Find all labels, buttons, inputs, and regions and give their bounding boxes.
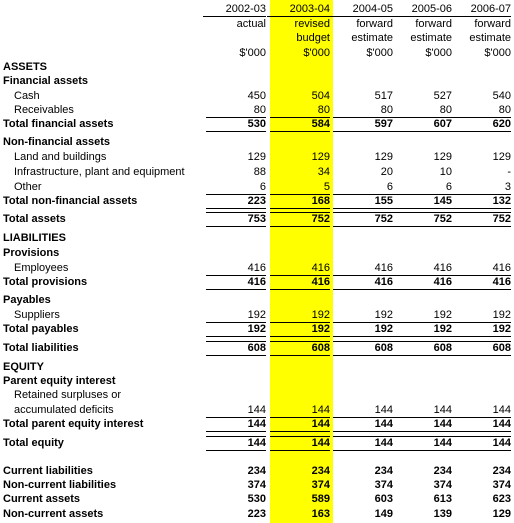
row-value: 752 [392,212,452,227]
row-value: 129 [374,151,393,163]
row-value: 139 [433,508,452,520]
table-row [0,261,514,276]
row-value: 416 [492,262,511,274]
table-row [0,135,514,150]
row-label: Total parent equity interest [3,418,144,430]
row-value: 752 [333,212,393,227]
row-value: 192 [247,309,266,321]
row-value: 155 [333,194,393,209]
row-label: Total non-financial assets [3,195,138,207]
row-value: 234 [492,465,511,477]
table-row [0,360,514,375]
row-label: Parent equity interest [3,375,116,387]
column-header-l3: estimate [410,32,452,45]
row-value: 144 [270,436,330,451]
row-value: - [507,166,511,178]
row-label: Employees [14,262,69,274]
row-value: 129 [492,151,511,163]
row-value: 416 [451,275,511,290]
row-value: 149 [374,508,393,520]
column-header-unit: $'000 [303,47,330,59]
table-row [0,89,514,104]
row-value: 416 [433,262,452,274]
table-row [0,103,514,118]
row-value: 603 [374,493,393,505]
table-row [0,231,514,246]
row-value: 192 [492,309,511,321]
row-value: 80 [317,104,330,116]
row-value: 527 [433,90,452,102]
row-value: 608 [451,341,511,356]
table-row [0,507,514,522]
row-label: ASSETS [3,61,48,73]
row-value: 6 [259,181,266,193]
row-value: 144 [270,417,330,432]
row-value: 608 [206,341,266,356]
row-value: 144 [451,417,511,432]
column-header-l2: forward [415,18,452,31]
row-value: 584 [270,117,330,132]
row-value: 80 [439,104,452,116]
column-header-l2: revised [294,18,330,31]
column-header-unit: $'000 [366,47,393,59]
table-row [0,74,514,89]
row-value: 144 [206,417,266,432]
row-label: Retained surpluses or accumulated deficits [14,389,122,416]
row-label: Non-current assets [3,508,104,520]
row-label: Total liabilities [3,342,79,354]
row-value: 517 [374,90,393,102]
row-value: 34 [317,166,330,178]
row-value: 416 [247,262,266,274]
table-row [0,478,514,493]
column-header-4 [448,2,511,59]
row-value: 144 [392,417,452,432]
column-header-year: 2006-07 [448,2,511,17]
row-value: 144 [333,436,393,451]
row-value: 416 [311,262,330,274]
table-row [0,194,514,209]
row-value: 132 [451,194,511,209]
table-row [0,246,514,261]
column-header-l3 [203,31,266,45]
row-label: Non-financial assets [3,136,110,148]
row-value: 192 [333,322,393,337]
table-row [0,374,514,389]
row-value: 530 [206,117,266,132]
column-header-unit: $'000 [425,47,452,59]
row-value: 607 [392,117,452,132]
table-row [0,417,514,432]
column-header-0 [203,2,266,59]
row-value: 129 [311,151,330,163]
row-value: 144 [492,404,511,416]
row-value: 129 [492,508,511,520]
table-row [0,322,514,337]
row-label: Provisions [3,247,60,259]
column-header-unit: $'000 [484,47,511,59]
row-value: 530 [247,493,266,505]
column-header-unit: $'000 [239,47,266,59]
row-value: 192 [206,322,266,337]
row-label: Total equity [3,437,64,449]
row-label: Payables [3,294,51,306]
row-value: 374 [311,479,330,491]
row-value: 6 [386,181,393,193]
row-value: 168 [270,194,330,209]
row-label: Cash [14,90,40,102]
row-value: 10 [439,166,452,178]
row-label: LIABILITIES [3,232,66,244]
row-value: 163 [311,508,330,520]
column-header-2 [330,2,393,59]
row-value: 613 [433,493,452,505]
row-value: 192 [311,309,330,321]
row-value: 144 [247,404,266,416]
row-label: Suppliers [14,309,60,321]
row-value: 80 [498,104,511,116]
column-header-year: 2004-05 [330,2,393,17]
row-value: 129 [433,151,452,163]
table-row [0,293,514,308]
row-value: 234 [311,465,330,477]
row-value: 620 [451,117,511,132]
row-value: 3 [504,181,511,193]
row-value: 144 [311,404,330,416]
row-label: Financial assets [3,75,88,87]
row-value: 192 [392,322,452,337]
row-value: 752 [270,212,330,227]
table-row [0,464,514,479]
row-value: 416 [374,262,393,274]
row-label: Total financial assets [3,118,114,130]
column-header-l3: budget [296,32,330,45]
row-label: Infrastructure, plant and equipment [14,166,185,178]
row-value: 129 [247,151,266,163]
table-row [0,275,514,290]
column-header-l2: forward [356,18,393,31]
row-value: 416 [270,275,330,290]
row-value: 192 [451,322,511,337]
table-row [0,436,514,451]
row-label: Current liabilities [3,465,93,477]
row-value: 192 [270,322,330,337]
row-label: Total provisions [3,276,88,288]
row-value: 223 [247,508,266,520]
row-value: 416 [333,275,393,290]
row-value: 608 [270,341,330,356]
row-value: 608 [392,341,452,356]
table-row [0,150,514,165]
row-value: 623 [492,493,511,505]
table-row [0,60,514,75]
table-row [0,117,514,132]
row-value: 374 [492,479,511,491]
row-value: 416 [392,275,452,290]
row-value: 540 [492,90,511,102]
row-value: 608 [333,341,393,356]
column-header-l2: forward [474,18,511,31]
row-value: 597 [333,117,393,132]
table-row [0,308,514,323]
row-label: Total payables [3,323,79,335]
row-value: 223 [206,194,266,209]
column-header-3 [389,2,452,59]
row-value: 234 [247,465,266,477]
table-row [0,212,514,227]
column-header-l3: estimate [469,32,511,45]
row-value: 144 [374,404,393,416]
column-header-l2: actual [236,18,266,31]
row-value: 144 [333,417,393,432]
row-label: Land and buildings [14,151,107,163]
row-label: Other [14,181,42,193]
table-row [0,492,514,507]
row-value: 144 [392,436,452,451]
row-value: 234 [433,465,452,477]
row-value: 20 [380,166,393,178]
row-value: 234 [374,465,393,477]
column-header-year: 2003-04 [267,2,330,17]
row-value: 144 [206,436,266,451]
row-value: 144 [451,436,511,451]
row-value: 504 [311,90,330,102]
column-header-year: 2002-03 [203,2,266,17]
row-value: 374 [374,479,393,491]
row-value: 752 [451,212,511,227]
table-row [0,341,514,356]
row-value: 144 [433,404,452,416]
row-label: EQUITY [3,361,44,373]
row-value: 80 [380,104,393,116]
row-value: 450 [247,90,266,102]
column-header-1 [267,2,330,59]
table-header [0,2,514,60]
column-header-l3: estimate [351,32,393,45]
row-value: 374 [247,479,266,491]
row-value: 416 [206,275,266,290]
row-label: Total assets [3,213,66,225]
row-value: 753 [206,212,266,227]
table-row [0,180,514,195]
row-value: 192 [374,309,393,321]
column-header-year: 2005-06 [389,2,452,17]
table-row [0,165,514,180]
row-value: 88 [253,166,266,178]
row-value: 5 [323,181,330,193]
row-value: 145 [392,194,452,209]
row-value: 192 [433,309,452,321]
row-value: 374 [433,479,452,491]
row-label: Non-current liabilities [3,479,117,491]
row-value: 6 [445,181,452,193]
row-label: Receivables [14,104,74,116]
row-label: Current assets [3,493,81,505]
row-value: 589 [311,493,330,505]
row-value: 80 [253,104,266,116]
table-row [0,388,514,418]
